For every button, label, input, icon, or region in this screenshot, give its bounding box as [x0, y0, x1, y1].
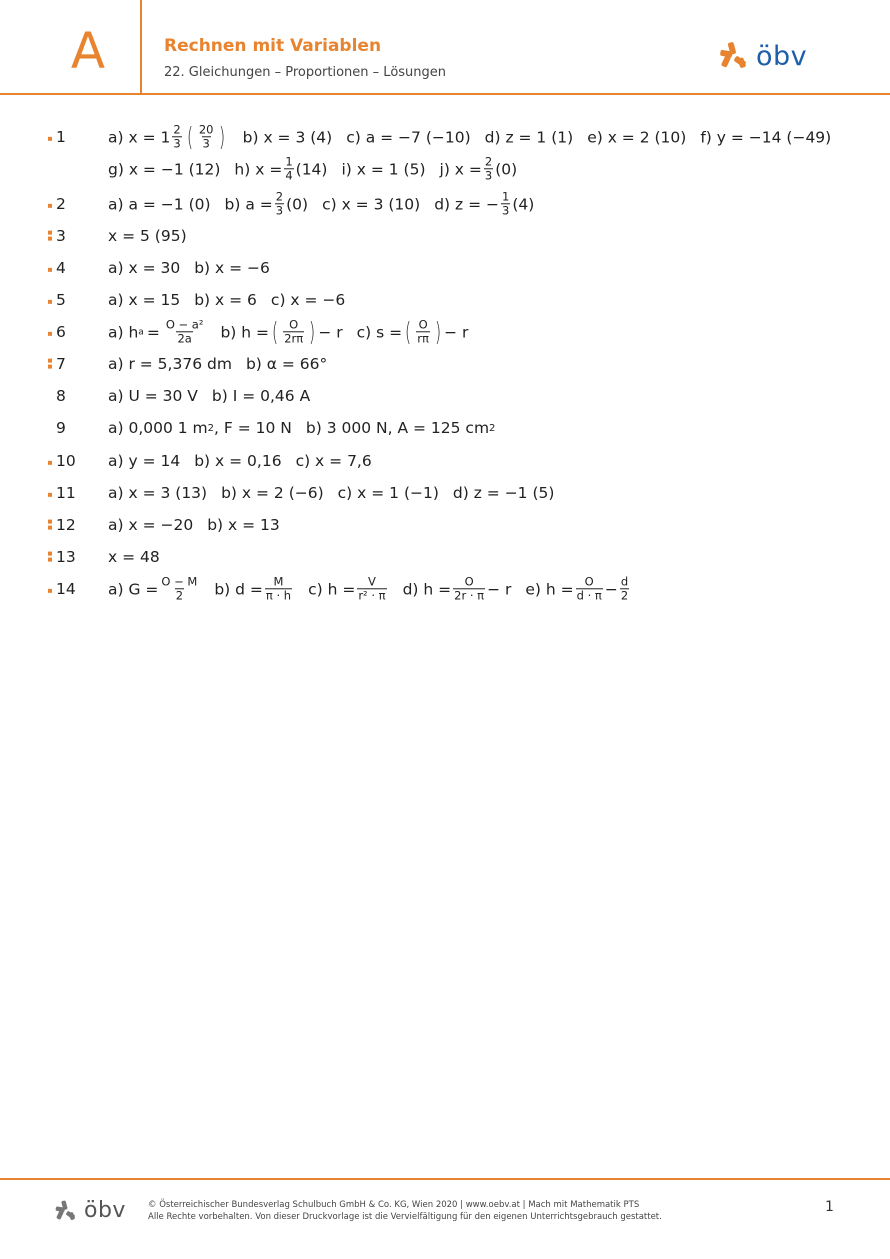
answer: x = 48	[108, 548, 160, 566]
answer-a: a) x = −20	[108, 516, 194, 534]
exercise-number: 8	[56, 387, 66, 405]
answer-b: b) x = 6	[194, 291, 257, 309]
answer-b: b) a = $\frac{2}{3}$ (0)	[224, 189, 309, 218]
exercise-number: 2	[56, 195, 66, 213]
answer-h: h) x = $\frac{1}{4}$ (14)	[234, 154, 328, 183]
level-marker	[48, 552, 53, 564]
exercise-number: 10	[56, 452, 76, 470]
answer-j: j) x = $\frac{2}{3}$ (0)	[439, 154, 518, 183]
answer: x = 5 (95)	[108, 227, 187, 245]
answer-a: a) a = −1 (0)	[108, 195, 211, 213]
brand-name: öbv	[756, 40, 808, 72]
fraction: $\frac{2}{3}$	[275, 189, 284, 218]
answer-g: g) x = −1 (12)	[108, 160, 221, 178]
level-marker	[48, 458, 53, 465]
level-marker	[48, 265, 53, 272]
fraction: $\frac{M}{\pi \cdot h}$	[265, 574, 292, 603]
rights-line: Alle Rechte vorbehalten. Von dieser Druckvorlage ist die Vervielfältigung für den eigenen Unterrichtsgebrauch gestattet.	[148, 1212, 662, 1223]
page-subtitle: 22. Gleichungen – Proportionen – Lösungen	[164, 65, 447, 80]
answer-e: e) h = $\frac{O}{d \cdot \pi}$ − $\frac{d}{2}$	[525, 574, 629, 603]
fraction: $\frac{20}{3}$	[198, 122, 214, 151]
answer-a: a) x = 15	[108, 291, 181, 309]
page-header	[0, 0, 890, 95]
answer-a: a) G = $\frac{O - M}{2}$	[108, 574, 198, 603]
answer-a: a) r = 5,376 dm	[108, 355, 232, 373]
answer-b: b) h = ( $\frac{O}{2r\pi}$ ) − r	[220, 317, 343, 347]
answer-b: b) x = −6	[194, 259, 270, 277]
answer-a: a) y = 14	[108, 452, 181, 470]
answer-f: f) y = −14 (−49)	[700, 128, 832, 146]
fraction: $\frac{1}{4}$	[285, 154, 293, 183]
answer-c: c) h = $\frac{V}{\text{r² · π}}$	[308, 574, 386, 603]
answer-a: a) U = 30 V	[108, 387, 198, 405]
answer-a: a) 0,000 1 m 2 , F = 10 N	[108, 419, 292, 437]
answer-c: c) x = −6	[270, 291, 346, 309]
fraction: $\frac{O - M}{2}$	[161, 574, 198, 603]
level-marker	[48, 520, 53, 532]
fraction: $\frac{\text{O − a²}}{2a}$	[165, 317, 204, 346]
fraction: $\frac{O}{2r\pi}$	[284, 317, 304, 346]
answer-c: c) a = −7 (−10)	[346, 128, 471, 146]
fraction: $\frac{V}{\text{r² · π}}$	[358, 574, 386, 603]
fraction: $\frac{O}{2r \cdot \pi}$	[454, 574, 485, 603]
level-marker	[48, 329, 53, 336]
level-marker	[48, 231, 53, 243]
exercise-number: 5	[56, 291, 66, 309]
answer-d: d) z = 1 (1)	[484, 128, 574, 146]
answer-b: b) 3 000 N, A = 125 cm 2	[305, 419, 496, 437]
star-icon	[718, 40, 750, 72]
fraction: $\frac{1}{3}$	[501, 189, 510, 218]
star-icon	[54, 1199, 78, 1223]
answer-d: d) h = $\frac{O}{2r \cdot \pi}$ − r	[402, 574, 512, 603]
answer-b: b) x = 2 (−6)	[221, 484, 324, 502]
chapter-letter: A	[70, 22, 106, 80]
fraction: $\frac{2}{3}$	[173, 122, 181, 151]
exercise-number: 12	[56, 516, 76, 534]
footer-logo	[54, 1199, 126, 1223]
level-marker	[48, 586, 53, 593]
brand-name: öbv	[84, 1198, 126, 1223]
header-rule	[0, 93, 890, 95]
level-marker	[48, 359, 53, 371]
page-title: Rechnen mit Variablen	[164, 36, 382, 56]
copyright-notice	[148, 1199, 662, 1224]
exercise-number: 11	[56, 484, 76, 502]
copyright-line: © Österreichischer Bundesverlag Schulbuch GmbH & Co. KG, Wien 2020 | www.oebv.at | Mach mit Mathematik PTS	[148, 1200, 640, 1210]
fraction: $\frac{d}{2}$	[620, 574, 629, 603]
publisher-logo	[718, 40, 807, 72]
exercise-number: 6	[56, 323, 66, 341]
answer-b: b) I = 0,46 A	[211, 387, 311, 405]
answer-e: e) x = 2 (10)	[587, 128, 687, 146]
answer-d: d) z = − $\frac{1}{3}$ (4)	[434, 189, 535, 218]
answer-a: a) x = 1 $\frac{2}{3}$ ( $\frac{20}{3}$ )	[108, 122, 226, 152]
answer-b: b) α = 66°	[245, 355, 328, 373]
answer-b: b) d = $\frac{M}{\pi \cdot h}$	[214, 574, 292, 603]
level-marker	[48, 134, 53, 141]
answer-d: d) z = −1 (5)	[452, 484, 555, 502]
level-marker	[48, 490, 53, 497]
level-marker	[48, 297, 53, 304]
answer-c: c) x = 3 (10)	[322, 195, 421, 213]
answer-c: c) s = ( $\frac{O}{r\pi}$ ) − r	[356, 317, 469, 347]
exercise-number: 1	[56, 128, 66, 146]
exercise-number: 3	[56, 227, 66, 245]
exercise-number: 7	[56, 355, 66, 373]
answer-b: b) x = 3 (4)	[242, 128, 333, 146]
fraction: $\frac{2}{3}$	[484, 154, 493, 183]
answer-b: b) x = 13	[207, 516, 280, 534]
level-marker	[48, 201, 53, 208]
answer-c: c) x = 7,6	[295, 452, 372, 470]
answer-c: c) x = 1 (−1)	[337, 484, 439, 502]
answer-b: b) x = 0,16	[194, 452, 282, 470]
answer-a: a) h a = $\frac{\text{O − a²}}{2a}$	[108, 317, 204, 346]
page-number: 1	[825, 1199, 834, 1215]
header-divider	[140, 0, 142, 94]
answer-a: a) x = 30	[108, 259, 181, 277]
answer-a: a) x = 3 (13)	[108, 484, 208, 502]
fraction: $\frac{O}{d \cdot \pi}$	[576, 574, 602, 603]
exercise-number: 9	[56, 419, 66, 437]
exercise-number: 14	[56, 580, 76, 598]
exercise-number: 4	[56, 259, 66, 277]
footer-rule	[0, 1178, 890, 1180]
fraction: $\frac{O}{r\pi}$	[417, 317, 429, 346]
answer-i: i) x = 1 (5)	[341, 160, 426, 178]
exercise-number: 13	[56, 548, 76, 566]
